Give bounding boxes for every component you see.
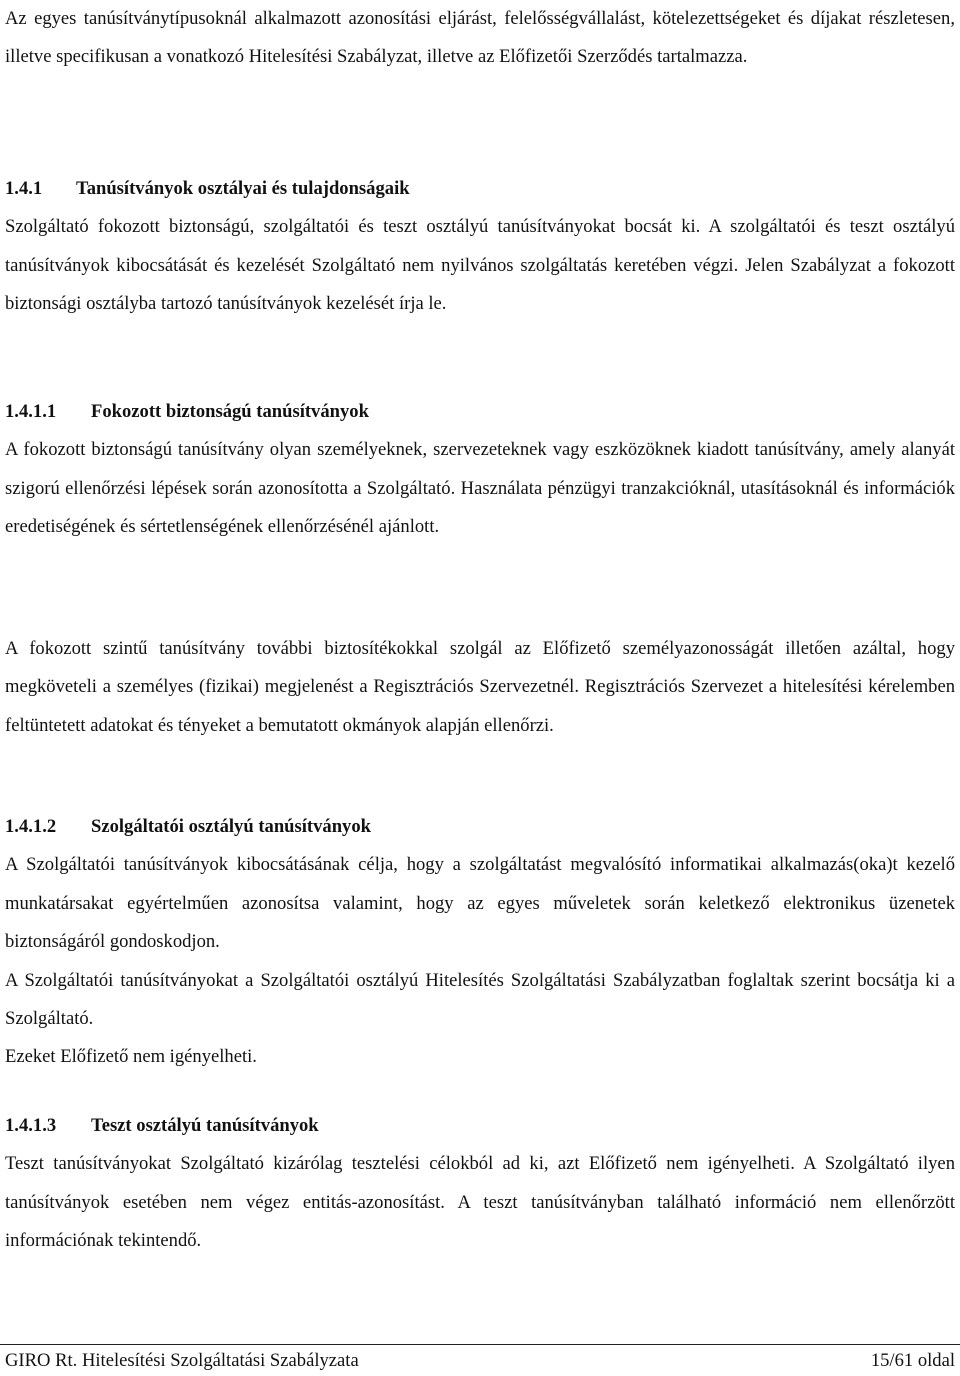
section-paragraph: A Szolgáltatói tanúsítványok kibocsátásának célja, hogy a szolgáltatást megvalósító informatikai alkalmazás(oka)t kezelő munkatársakat egyértelműen azonosítsa valamint, hogy az egyes műveletek során keletkező elektronikus üzenetek biztonságáról gondoskodjon. [5, 854, 955, 953]
section-1-4-1-2 [5, 808, 955, 1077]
section-number: 1.4.1 [5, 178, 43, 199]
section-number: 1.4.1.1 [5, 401, 57, 422]
section-title: Tanúsítványok osztályai és tulajdonságaik [76, 178, 410, 199]
section-paragraph: Szolgáltató fokozott biztonságú, szolgáltatói és teszt osztályú tanúsítványokat bocsát ki. A szolgáltatói és teszt osztályú tanúsítványok kibocsátását és kezelését Szolgáltató nem nyilvános szolgáltatás keretében végzi. Jelen Szabályzat a fokozott biztonsági osztályba tartozó tanúsítványok kezelését írja le. [5, 216, 955, 315]
section-number: 1.4.1.2 [5, 816, 57, 837]
section-title: Fokozott biztonságú tanúsítványok [91, 401, 369, 422]
section-heading [5, 808, 955, 846]
section-paragraph: A fokozott biztonságú tanúsítvány olyan személyeknek, szervezeteknek vagy eszközöknek kiadott tanúsítvány, amely alanyát szigorú ellenőrzési lépések során azonosította a Szolgáltató. Használata pénzügyi tranzakcióknál, utasításoknál és információk eredetiségének és sértetlenségének ellenőrzésénél ajánlott. [5, 439, 955, 538]
section-paragraph: A Szolgáltatói tanúsítványokat a Szolgáltatói osztályú Hitelesítés Szolgáltatási Szabályzatban foglaltak szerint bocsátja ki a Szolgáltató. [5, 969, 955, 1030]
footer-page-number: 15/61 oldal [870, 1350, 955, 1371]
section-number: 1.4.1.3 [5, 1115, 57, 1136]
page-footer [5, 1348, 955, 1374]
section-heading [5, 393, 955, 431]
section-paragraph: Teszt tanúsítványokat Szolgáltató kizárólag tesztelési célokból ad ki, azt Előfizető nem igényelheti. A Szolgáltató ilyen tanúsítványok esetében nem végez entitás-azonosítást. A teszt tanúsítványban található információ nem ellenőrzött információnak tekintendő. [5, 1153, 955, 1252]
section-title: Szolgáltatói osztályú tanúsítványok [91, 816, 371, 837]
section-heading [5, 1107, 955, 1145]
section-1-4-1-1-continued [5, 630, 955, 745]
section-1-4-1-3 [5, 1107, 955, 1261]
section-heading [5, 170, 955, 208]
section-1-4-1 [5, 170, 955, 324]
intro-block [5, 0, 955, 77]
section-paragraph: Ezeket Előfizető nem igényelheti. [5, 1046, 257, 1068]
intro-paragraph: Az egyes tanúsítványtípusoknál alkalmazott azonosítási eljárást, felelősségvállalást, kötelezettségeket és díjakat részletesen, illetve specifikusan a vonatkozó Hitelesítési Szabályzat, illetve az Előfizetői Szerződés tartalmazza. [5, 8, 955, 68]
section-1-4-1-1 [5, 393, 955, 547]
footer-document-name: GIRO Rt. Hitelesítési Szolgáltatási Szabályzata [5, 1350, 359, 1371]
section-paragraph: A fokozott szintű tanúsítvány további biztosítékokkal szolgál az Előfizető személyazonosságát illetően azáltal, hogy megköveteli a személyes (fizikai) megjelenést a Regisztrációs Szervezetnél. Regisztrációs Szervezet a hitelesítési kérelemben feltüntetett adatokat és tényeket a bemutatott okmányok alapján ellenőrzi. [5, 638, 955, 736]
footer-divider [0, 1344, 960, 1345]
section-title: Teszt osztályú tanúsítványok [91, 1115, 319, 1136]
